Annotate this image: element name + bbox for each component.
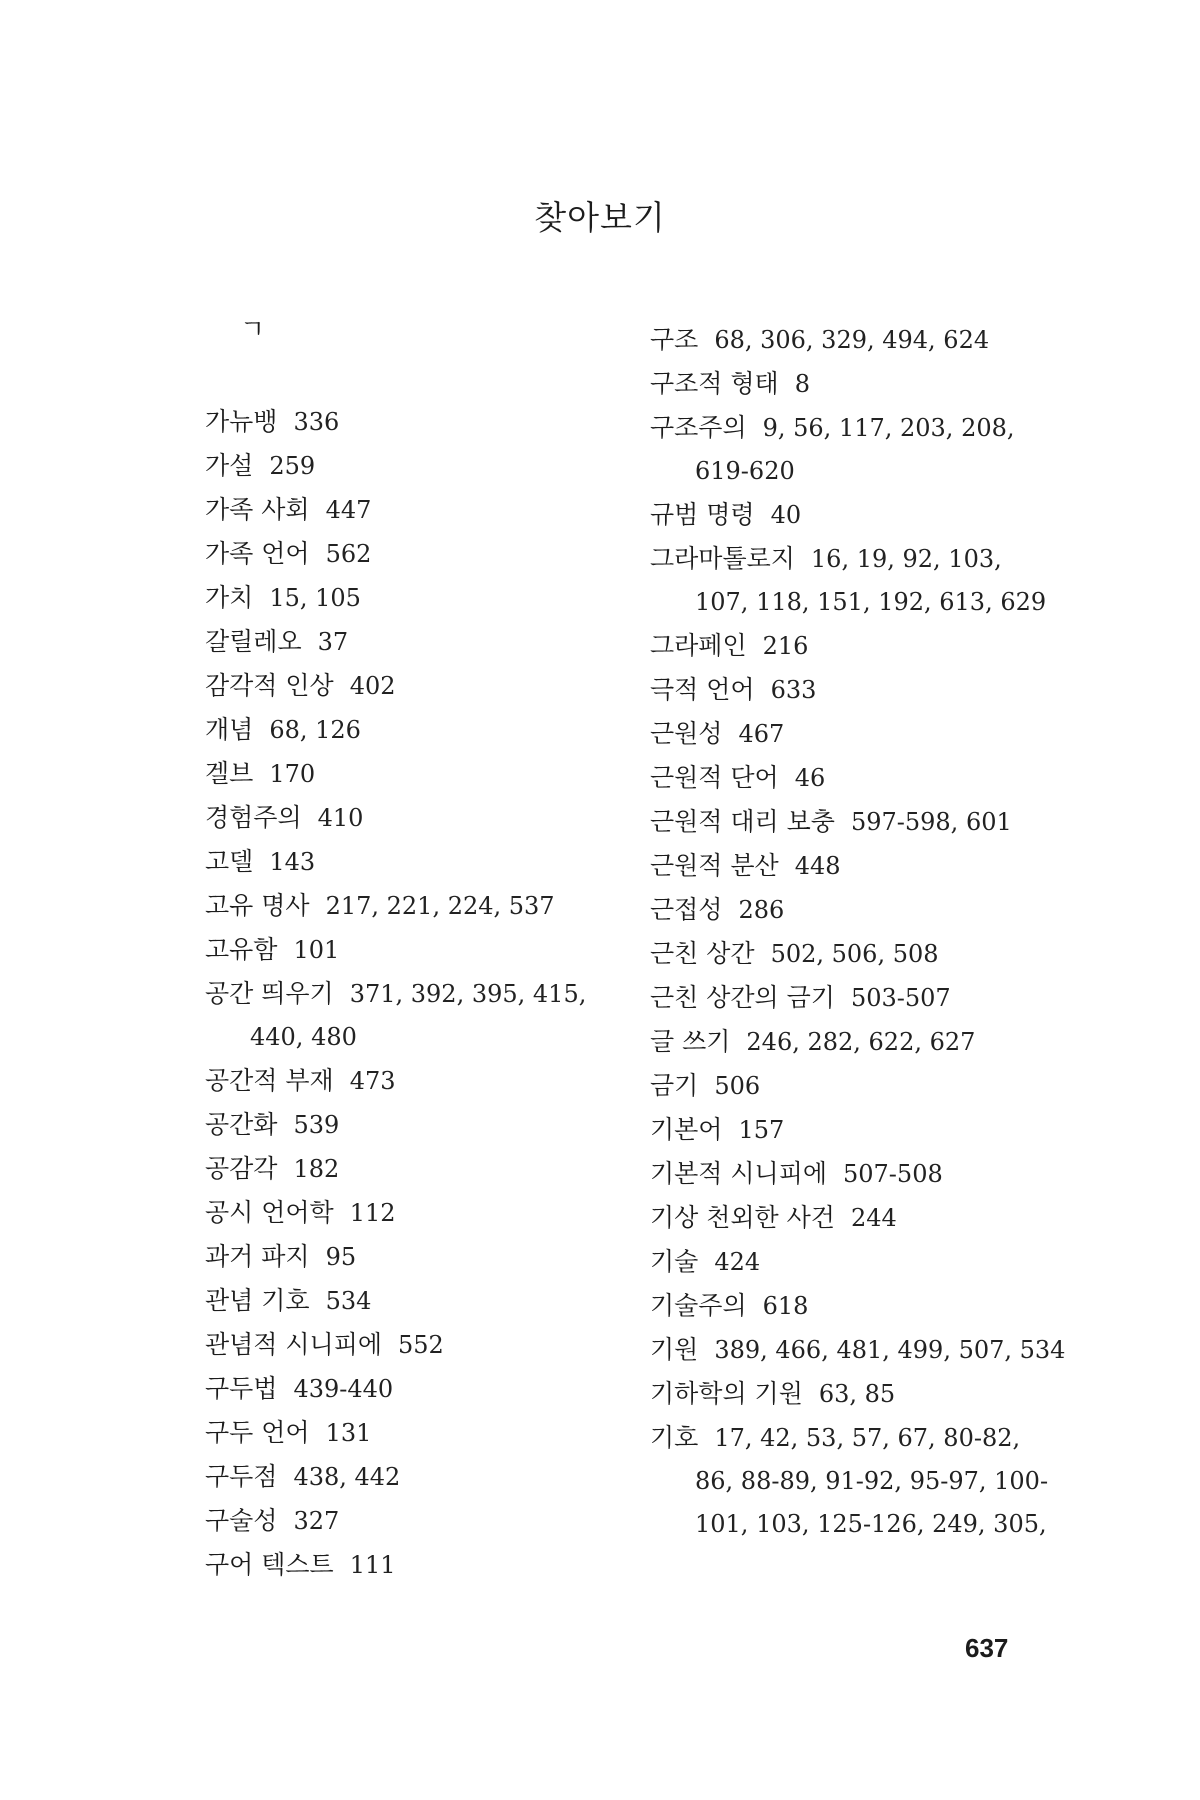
index-page-refs: 15, 105 (269, 584, 361, 612)
index-page-refs-continued: 107, 118, 151, 192, 613, 629 (695, 588, 1047, 616)
index-page-refs: 63, 85 (818, 1380, 896, 1408)
index-term: 금기 (650, 1071, 699, 1100)
index-page-refs: 424 (714, 1248, 761, 1276)
index-page-refs: 259 (269, 452, 316, 480)
index-entry (205, 752, 605, 796)
index-column-right (650, 318, 1066, 1546)
index-page-refs: 562 (325, 540, 372, 568)
index-page-refs: 244 (850, 1204, 897, 1232)
index-entry (650, 712, 1050, 756)
index-page-refs: 502, 506, 508 (770, 940, 939, 968)
index-term: 경험주의 (205, 803, 302, 832)
index-page-refs: 37 (317, 628, 349, 656)
index-entry (650, 668, 1050, 712)
index-entry (205, 664, 605, 708)
index-term: 공간화 (205, 1110, 278, 1139)
index-entry (205, 1455, 605, 1499)
index-entry (205, 1235, 605, 1279)
index-entry (205, 1543, 605, 1587)
index-entry (650, 1152, 1050, 1196)
index-entry (205, 1147, 605, 1191)
index-term: 개념 (205, 715, 254, 744)
index-entry (650, 1416, 1050, 1546)
index-page-refs: 389, 466, 481, 499, 507, 534 (714, 1336, 1066, 1364)
index-entry (205, 1059, 605, 1103)
section-heading: ㄱ (240, 315, 266, 345)
index-term: 공간 띄우기 (205, 979, 334, 1008)
index-term: 규범 명령 (650, 500, 755, 529)
index-page-refs: 131 (325, 1419, 372, 1447)
page-title: 찾아보기 (534, 198, 666, 237)
index-entry (650, 976, 1050, 1020)
index-term: 가치 (205, 583, 254, 612)
index-page-refs: 618 (762, 1292, 809, 1320)
index-entry (650, 844, 1050, 888)
index-term: 근원적 대리 보충 (650, 807, 835, 836)
index-page-refs: 217, 221, 224, 537 (325, 892, 555, 920)
index-term: 기하학의 기원 (650, 1379, 803, 1408)
index-term: 구두점 (205, 1462, 278, 1491)
index-column-left (205, 310, 605, 1587)
index-term: 기술 (650, 1247, 699, 1276)
index-entry (205, 400, 605, 444)
index-entry (205, 1323, 605, 1367)
index-term: 과거 파지 (205, 1242, 310, 1271)
index-entry (650, 1196, 1050, 1240)
index-page-refs: 503-507 (850, 984, 951, 1012)
index-page-refs: 402 (349, 672, 396, 700)
index-entry (650, 800, 1050, 844)
index-term: 구어 텍스트 (205, 1550, 334, 1579)
index-page-refs: 439-440 (293, 1375, 394, 1403)
index-page-refs: 40 (770, 501, 802, 529)
index-page-refs: 68, 306, 329, 494, 624 (714, 326, 990, 354)
index-page-refs: 552 (398, 1331, 444, 1359)
index-entry (205, 928, 605, 972)
index-entry (205, 796, 605, 840)
index-page-refs: 9, 56, 117, 203, 208, (762, 414, 1015, 442)
index-entry (205, 840, 605, 884)
index-page-refs: 336 (293, 408, 340, 436)
index-term: 기본적 시니피에 (650, 1159, 827, 1188)
index-term: 공감각 (205, 1154, 278, 1183)
index-entry (650, 362, 1050, 406)
index-entry (205, 1411, 605, 1455)
index-term: 고델 (205, 847, 254, 876)
index-page-refs: 539 (293, 1111, 340, 1139)
index-entry (650, 624, 1050, 668)
index-term: 근원적 단어 (650, 763, 779, 792)
index-term: 관념적 시니피에 (205, 1330, 382, 1359)
index-entry (205, 1191, 605, 1235)
index-term: 기상 천외한 사건 (650, 1203, 835, 1232)
index-entry (650, 932, 1050, 976)
index-term: 가뉴뱅 (205, 407, 278, 436)
index-entry (650, 1372, 1050, 1416)
index-term: 구술성 (205, 1506, 278, 1535)
index-entry (205, 708, 605, 752)
index-page-refs: 507-508 (843, 1160, 943, 1188)
index-term: 구두법 (205, 1374, 278, 1403)
index-page-refs: 143 (269, 848, 316, 876)
index-entry (650, 1284, 1050, 1328)
index-term: 기원 (650, 1335, 699, 1364)
index-entry (650, 493, 1050, 537)
index-page-refs: 101 (293, 936, 340, 964)
index-page-refs: 8 (794, 370, 810, 398)
index-entry (205, 1103, 605, 1147)
index-entry (650, 1020, 1050, 1064)
index-page-refs-continued: 440, 480 (250, 1023, 357, 1051)
index-term: 공간적 부재 (205, 1066, 334, 1095)
index-page-refs: 371, 392, 395, 415, (349, 980, 587, 1008)
index-page-refs: 46 (794, 764, 826, 792)
index-page-refs: 534 (325, 1287, 372, 1315)
index-entry (650, 318, 1050, 362)
index-entry (650, 888, 1050, 932)
index-page-refs: 246, 282, 622, 627 (746, 1028, 976, 1056)
index-entry (205, 1367, 605, 1411)
index-entry (205, 444, 605, 488)
index-entry (205, 488, 605, 532)
index-page-refs-continued: 101, 103, 125-126, 249, 305, (695, 1510, 1047, 1538)
page-number: 637 (965, 1633, 1009, 1663)
index-page-refs: 447 (325, 496, 372, 524)
index-term: 겔브 (205, 759, 254, 788)
index-term: 고유 명사 (205, 891, 310, 920)
index-page-refs: 112 (349, 1199, 396, 1227)
index-entry (650, 1328, 1066, 1372)
index-entry (205, 1499, 605, 1543)
index-page-refs-continued: 619-620 (695, 457, 795, 485)
index-term: 기본어 (650, 1115, 723, 1144)
index-entry (205, 884, 605, 928)
index-term: 극적 언어 (650, 675, 755, 704)
index-term: 기술주의 (650, 1291, 747, 1320)
index-page-refs: 157 (738, 1116, 785, 1144)
index-term: 구조적 형태 (650, 369, 779, 398)
index-page-refs: 438, 442 (293, 1463, 401, 1491)
index-term: 가족 사회 (205, 495, 310, 524)
index-page-refs: 68, 126 (269, 716, 361, 744)
index-term: 감각적 인상 (205, 671, 334, 700)
index-term: 그라페인 (650, 631, 747, 660)
index-entry (205, 532, 605, 576)
index-page-refs: 467 (738, 720, 785, 748)
index-term: 근원성 (650, 719, 723, 748)
index-term: 근친 상간 (650, 939, 755, 968)
index-page-refs: 473 (349, 1067, 396, 1095)
index-entry (650, 1064, 1050, 1108)
index-term: 구조 (650, 325, 699, 354)
index-entry (205, 1279, 605, 1323)
index-entry (650, 537, 1050, 624)
index-page-refs: 111 (349, 1551, 396, 1579)
index-entry (205, 576, 605, 620)
index-term: 기호 (650, 1423, 699, 1452)
index-page-refs: 170 (269, 760, 316, 788)
index-page-refs-continued: 86, 88-89, 91-92, 95-97, 100- (695, 1467, 1049, 1495)
index-entry (650, 1240, 1050, 1284)
index-term: 구조주의 (650, 413, 747, 442)
index-page-refs: 95 (325, 1243, 357, 1271)
index-page-refs: 182 (293, 1155, 340, 1183)
index-page-refs: 286 (738, 896, 785, 924)
index-term: 공시 언어학 (205, 1198, 334, 1227)
index-page-refs: 597-598, 601 (850, 808, 1012, 836)
index-entry (650, 1108, 1050, 1152)
index-page-refs: 16, 19, 92, 103, (810, 545, 1002, 573)
index-page-refs: 327 (293, 1507, 340, 1535)
index-entry (205, 620, 605, 664)
index-term: 그라마톨로지 (650, 544, 795, 573)
index-term: 구두 언어 (205, 1418, 310, 1447)
index-page-refs: 448 (794, 852, 841, 880)
index-entry (650, 406, 1050, 493)
index-page-refs: 633 (770, 676, 817, 704)
index-page-refs: 410 (317, 804, 364, 832)
index-entry (205, 972, 605, 1059)
index-term: 근접성 (650, 895, 723, 924)
index-term: 글 쓰기 (650, 1027, 731, 1056)
index-term: 관념 기호 (205, 1286, 310, 1315)
index-term: 갈릴레오 (205, 627, 302, 656)
index-term: 가족 언어 (205, 539, 310, 568)
index-entry (650, 756, 1050, 800)
index-page-refs: 506 (714, 1072, 761, 1100)
index-page-refs: 17, 42, 53, 57, 67, 80-82, (714, 1424, 1021, 1452)
index-term: 고유함 (205, 935, 278, 964)
index-term: 근친 상간의 금기 (650, 983, 835, 1012)
index-term: 근원적 분산 (650, 851, 779, 880)
index-term: 가설 (205, 451, 254, 480)
index-page-refs: 216 (762, 632, 809, 660)
